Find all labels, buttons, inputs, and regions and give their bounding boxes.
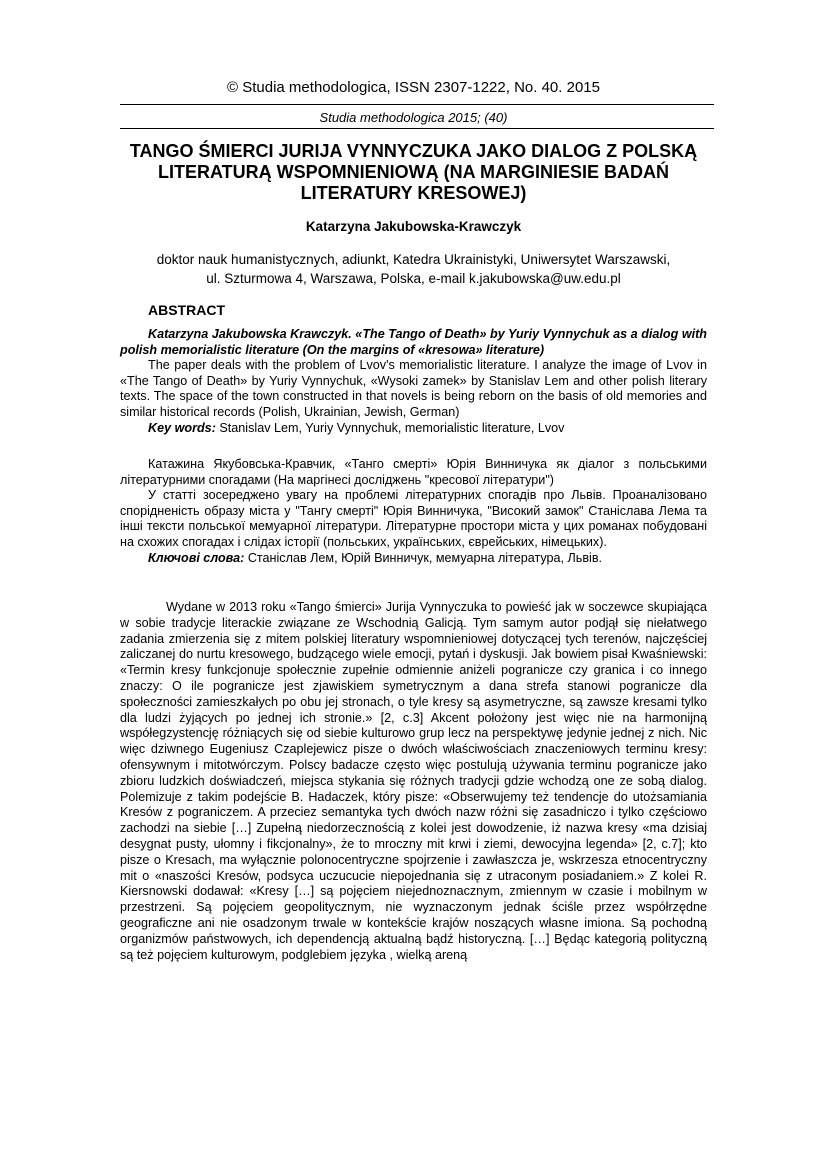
- header-rule-bottom: [120, 128, 714, 129]
- body-text: [120, 600, 707, 963]
- abstract-ua-keywords: [120, 551, 707, 567]
- header-rule-top: [120, 104, 714, 105]
- journal-header: © Studia methodologica, ISSN 2307-1222, No. 40. 2015: [227, 79, 600, 96]
- keywords-value: Stanislav Lem, Yuriy Vynnychuk, memorialistic literature, Lvov: [215, 420, 565, 435]
- abstract-ua-text: У статті зосереджено увагу на проблемі літературних спогадів про Львів. Проаналізовано спорідненість образу міста у "Тангу смерті" Юрія Винничука, "Високий замок" Станіслава Лема та інші тексти польської мемуарної літератури. Літературне простори міста у цих романах побудовані на схожих спогадах і слідах історії (польських, українських, єврейських, німецьких).: [120, 488, 707, 549]
- affiliation-line-2: ul. Szturmowa 4, Warszawa, Polska, e-mail k.jakubowska@uw.edu.pl: [206, 271, 621, 286]
- issue-line: Studia methodologica 2015; (40): [319, 110, 508, 125]
- abstract-heading: ABSTRACT: [148, 302, 225, 318]
- abstract-en-keywords: [120, 421, 707, 437]
- abstract-en-text: The paper deals with the problem of Lvov's memorialistic literature. I analyze the image of Lvov in «The Tango of Death» by Yuriy Vynnychuk, «Wysoki zamek» by Stanislav Lem and other polish literary texts. The space of the town constructed in that novels is being reborn on the basis of old memories and similar historical records (Polish, Ukrainian, Jewish, German): [120, 358, 707, 419]
- affiliation-line-1: doktor nauk humanistycznych, adiunkt, Katedra Ukrainistyki, Uniwersytet Warszawski,: [156, 252, 671, 267]
- ua-keywords-value: Станіслав Лем, Юрій Винничук, мемуарна література, Львів.: [244, 550, 603, 565]
- abstract-en-title: Katarzyna Jakubowska Krawczyk. «The Tango of Death» by Yuriy Vynnychuk as a dialog with polish memorialistic literature (On the margins of «kresowa» literature): [120, 327, 707, 357]
- keywords-label: Key words:: [148, 420, 216, 435]
- body-paragraph: Wydane w 2013 roku «Tango śmierci» Jurija Vynnyczuka to powieść jak w soczewce skupiająca w sobie tradycje literackie związane ze Wschodnią Galicją. Tym samym autor podjął się niełatwego zadania zmierzenia się z mitem polskiej literatury wspomnieniowej dotyczącej tych terenów, najczęściej zaliczanej do nurtu kresowego, budzącego wiele emocji, pytań i dyskusji. Jak bowiem pisał Kwaśniewski: «Termin kresy funkcjonuje społecznie zupełnie odmiennie aniżeli pogranicze czy granica i co innego znaczy: O ile pogranicze jest zjawiskiem symetrycznym a dana strefa stanowi pogranicze dla społeczności zamieszkałych po obu jej stronach, o tyle kresy są asymetryczne, są zawsze kresami tylko dla ludzi żyjących po jednej ich stronie.» [2, c.3] Akcent położony jest więc nie na harmonijną współegzystencję różniących się od siebie kulturowo grup lecz na perspektywę jedynie jednej z nich. Nic więc dziwnego Eugeniusz Czaplejewicz pisze o dwóch właściwościach znaczeniowych terminu kresy: ofensywnym i mitotwórczym. Polscy badacze często więc postulują używania terminu pogranicze jako zbioru ludzkich doświadczeń, miejsca stykania się różnych tradycji gdzie wchodzą one ze sobą dialog. Polemizuje z takim podejście B. Hadaczek, który pisze: «Obserwujemy też tendencje do utożsamiania Kresów z pograniczem. A przeciez semantyka tych dwóch nazw różni się zasadniczo i tylko częściowo zachodzi na siebie […] Zupełną niedorzecznością z kolei jest dowodzenie, iż nazwa kresy «ma dzisiaj desygnat pusty, ułomny i fikcjonalny», że to mroczny mit krwi i ziemi, dewocyjna legenda» [2, c.7]; kto pisze o Kresach, ma wyłącznie polonocentryczne spojrzenie i zawłaszcza je, wskrzesza etnocentryczny mit o «naszości Kresów, podsyca uczucucie niepojednania się z utraconym posiadaniem.» Z kolei R. Kiersnowski dodawał: «Kresy […] są pojęciem niejednoznacznym, zmiennym w czasie i mobilnym w przestrzeni. Są pojęciem geopolitycznym, nie wyznaczonym jednak ściśle przez współrzędne geograficzne ani nie osadzonym trwale w kontekście krajów noszących własne imiona. Są pochodną organizmów państwowych, ich dependencją aktualną bądź historyczną. […] Będąc kategorią polityczną są też pojęciem kulturowym, podglebiem języka , wielką areną: [120, 600, 707, 962]
- author-affiliation: [110, 250, 717, 288]
- ua-keywords-label: Ключові слова:: [148, 550, 245, 565]
- article-author: Katarzyna Jakubowska-Krawczyk: [305, 219, 522, 234]
- article-title: TANGO ŚMIERCI JURIJA VYNNYCZUKA JAKO DIALOG Z POLSKĄ LITERATURĄ WSPOMNIENIOWĄ (NA MARGINIESIE BADAŃ LITERATURY KRESOWEJ): [129, 141, 698, 203]
- abstract-ua-title: Катажина Якубовська-Кравчик, «Танго смерті» Юрія Винничука як діалог з польськими літературними спогадами (На маргінесі досліджень "кресової літератури"): [120, 457, 707, 487]
- abstract-english: [120, 327, 707, 436]
- abstract-ukrainian: [120, 457, 707, 566]
